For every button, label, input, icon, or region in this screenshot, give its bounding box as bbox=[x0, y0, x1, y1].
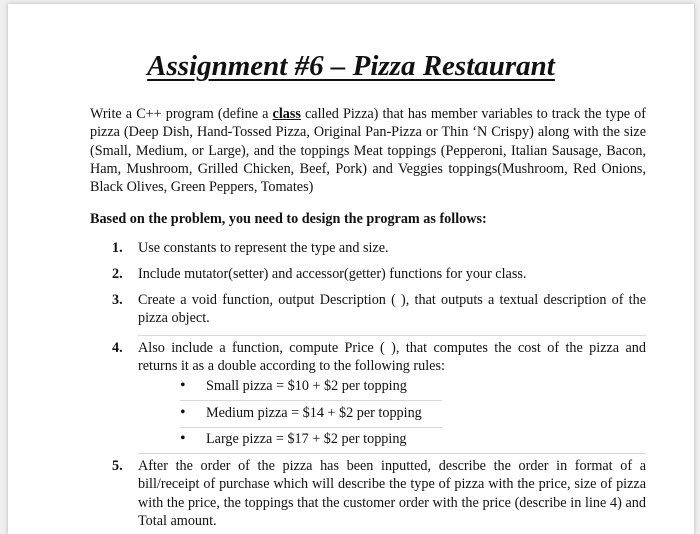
item-number: 5. bbox=[112, 458, 123, 474]
item-number: 1. bbox=[112, 240, 123, 256]
divider bbox=[180, 400, 442, 401]
divider bbox=[180, 427, 442, 428]
requirement-item-1 bbox=[112, 239, 646, 257]
item-text: Also include a function, compute Price ( ), that computes the cost of the pizza and returns it as a double according to the following rules: bbox=[138, 340, 646, 375]
item-text: Use constants to represent the type and size. bbox=[138, 240, 389, 256]
item-number: 3. bbox=[112, 292, 123, 308]
requirement-item-2 bbox=[112, 265, 646, 283]
intro-paragraph bbox=[90, 105, 646, 196]
price-rule-text: Large pizza = $17 + $2 per topping bbox=[206, 431, 407, 447]
bullet-icon: • bbox=[180, 377, 186, 394]
item-text: After the order of the pizza has been inputted, describe the order in format of a bill/receipt of purchase which will describe the type of pizza with the price, size of pizza with the price, the toppings that the customer order with the price (describe in line 4) and Total amount. bbox=[138, 458, 646, 529]
requirement-item-3 bbox=[112, 291, 646, 328]
item-text: Create a void function, output Description ( ), that outputs a textual description of the pizza object. bbox=[138, 292, 646, 327]
bullet-icon: • bbox=[180, 430, 186, 447]
divider bbox=[138, 335, 646, 336]
price-rule-small bbox=[180, 377, 407, 395]
requirement-item-5 bbox=[112, 457, 646, 530]
price-rule-text: Medium pizza = $14 + $2 per topping bbox=[206, 405, 422, 421]
intro-class-keyword: class bbox=[272, 106, 301, 122]
item-number: 4. bbox=[112, 340, 123, 356]
price-rule-medium bbox=[180, 404, 422, 422]
price-rule-large bbox=[180, 430, 407, 448]
item-text: Include mutator(setter) and accessor(getter) functions for your class. bbox=[138, 266, 527, 282]
item-number: 2. bbox=[112, 266, 123, 282]
assignment-title: Assignment #6 – Pizza Restaurant bbox=[147, 50, 555, 82]
requirement-item-4 bbox=[112, 339, 646, 376]
intro-text-pre: Write a C++ program (define a bbox=[90, 106, 273, 122]
requirements-heading: Based on the problem, you need to design the program as follows: bbox=[90, 211, 487, 227]
intro-text-post: called Pizza) that has member variables to track the type of pizza (Deep Dish, Hand-Tossed Pizza, Original Pan-Pizza or Thin ‘N Crispy) along with the size (Small, Medium, or Large), and the toppings Meat toppings (Pepperoni, Italian Sausage, Bacon, Ham, Mushroom, Grilled Chicken, Beef, Pork) and Veggies toppings(Mushroom, Red Onions, Black Olives, Green Peppers, Tomates) bbox=[90, 106, 646, 196]
document-page bbox=[8, 4, 694, 534]
price-rule-text: Small pizza = $10 + $2 per topping bbox=[206, 378, 407, 394]
divider bbox=[138, 453, 646, 454]
bullet-icon: • bbox=[180, 404, 186, 421]
